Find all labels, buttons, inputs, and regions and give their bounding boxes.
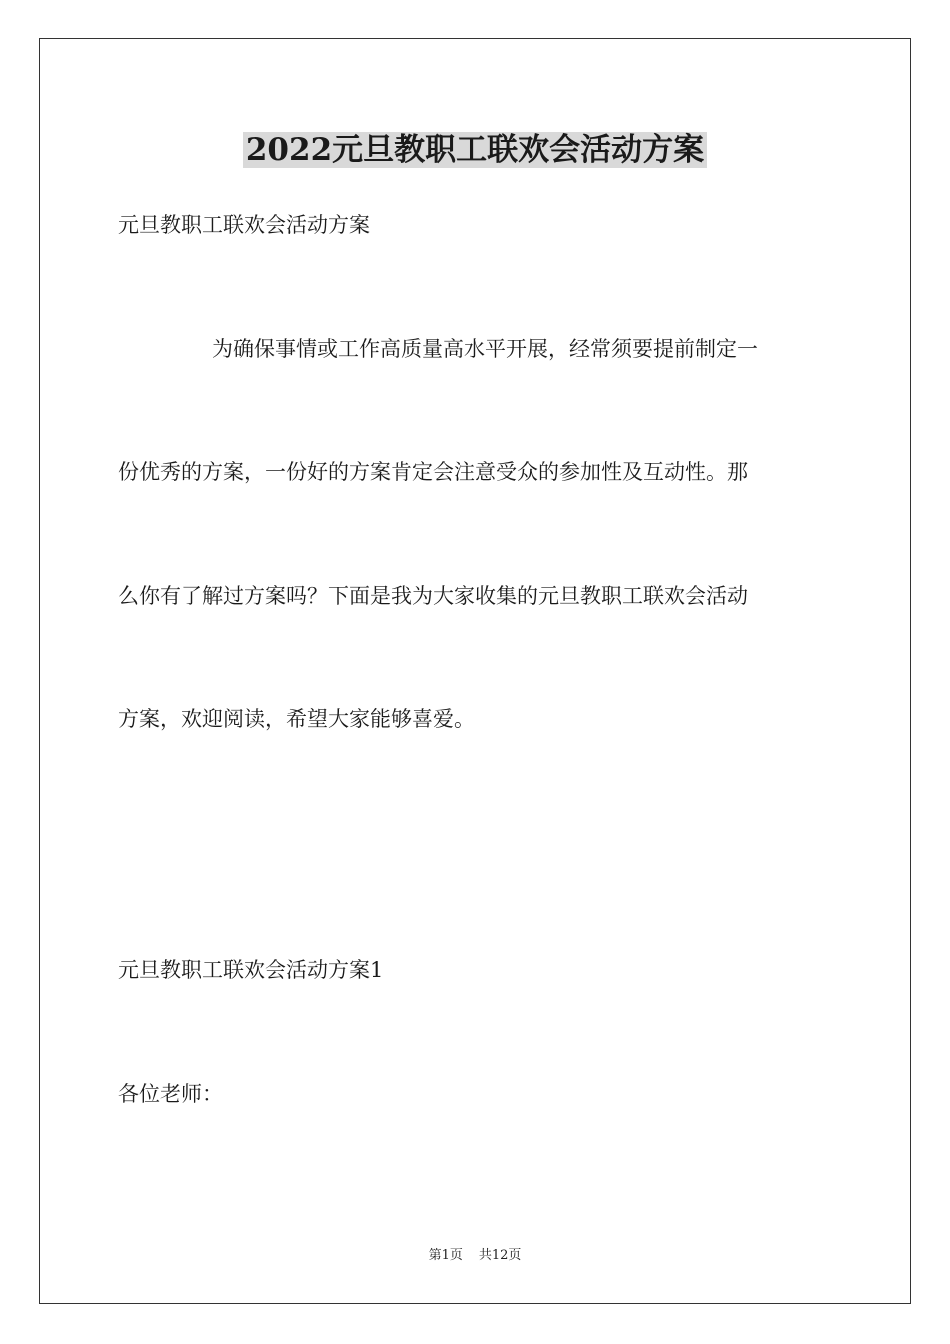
greeting-line: 各位老师： [118,1082,223,1106]
intro-paragraph-line: 方案，欢迎阅读，希望大家能够喜爱。 [118,707,475,731]
document-subtitle: 元旦教职工联欢会活动方案 [118,213,370,237]
document-title-text: 2022元旦教职工联欢会活动方案 [243,132,707,168]
page-footer [0,1246,950,1266]
document-title [0,128,950,172]
intro-paragraph-line: 为确保事情或工作高质量高水平开展，经常须要提前制定一 [212,337,758,361]
intro-paragraph-line: 份优秀的方案，一份好的方案肯定会注意受众的参加性及互动性。那 [118,460,748,484]
intro-paragraph-line: 么你有了解过方案吗？下面是我为大家收集的元旦教职工联欢会活动 [118,584,748,608]
page-total: 共12页 [478,1248,522,1263]
page-number: 第1页 [428,1248,463,1263]
section-heading: 元旦教职工联欢会活动方案1 [118,958,384,982]
